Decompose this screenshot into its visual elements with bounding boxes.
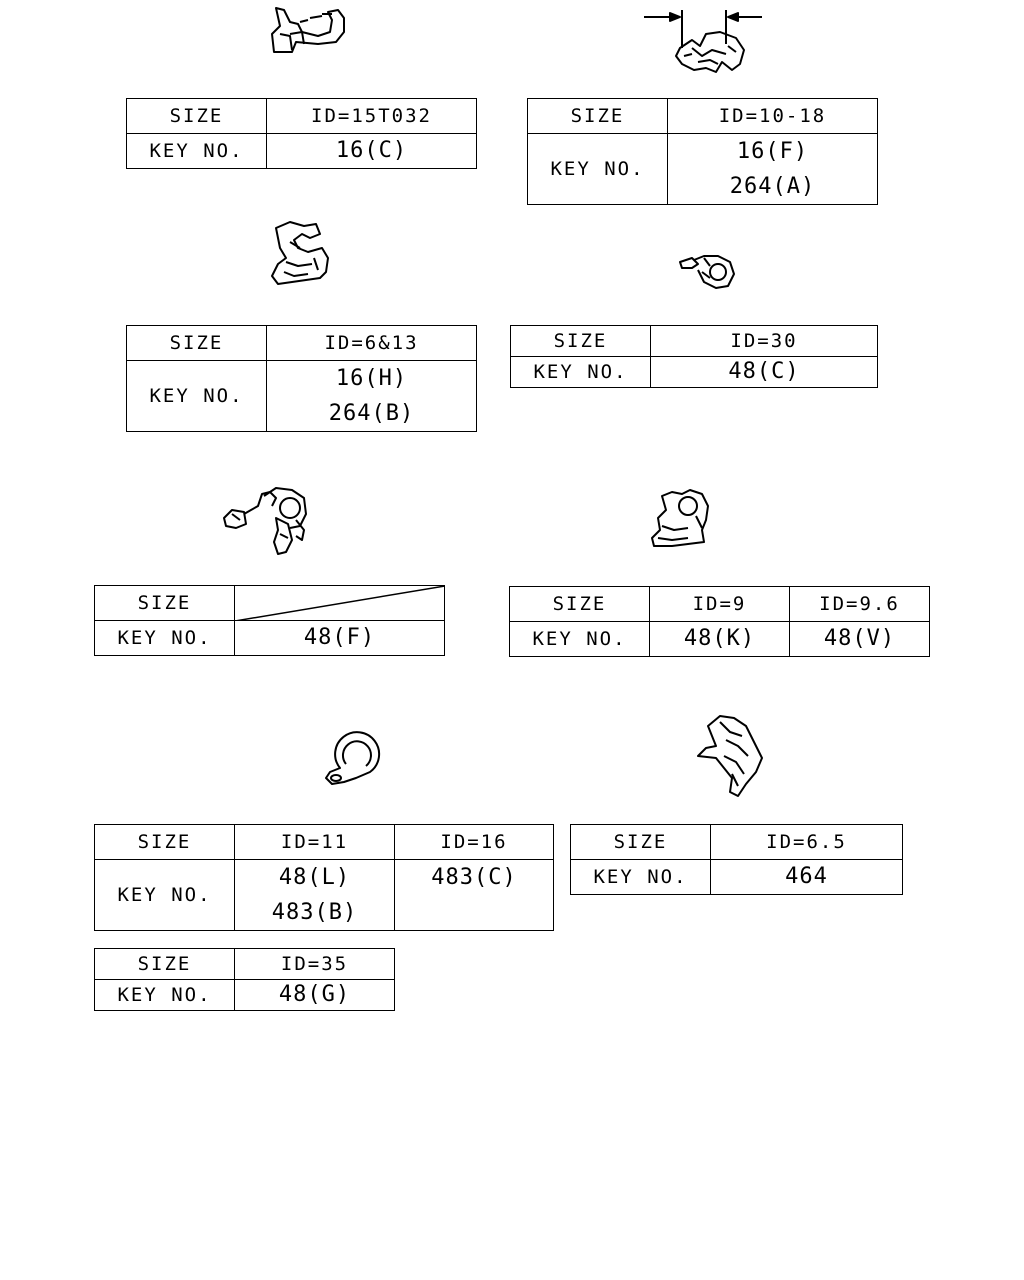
key-no-value: 48(F) xyxy=(235,621,445,656)
size-value: ID=9.6 xyxy=(790,587,930,622)
key-no-value: 48(C) xyxy=(651,357,878,388)
size-label: SIZE xyxy=(95,825,235,860)
key-no-label: KEY NO. xyxy=(528,134,668,205)
clip-8-illustration xyxy=(690,712,770,802)
size-label: SIZE xyxy=(127,99,267,134)
key-no-line: 483(C) xyxy=(431,865,517,890)
key-no-value: 464 xyxy=(711,860,903,895)
key-no-value: 48(G) xyxy=(235,980,395,1011)
diagonal-strike xyxy=(235,586,445,621)
clip-7-illustration xyxy=(320,724,386,788)
key-no-line: 264(B) xyxy=(328,401,415,426)
clip-6-illustration xyxy=(644,486,724,552)
clip-2-illustration xyxy=(640,4,770,80)
clip-1-illustration xyxy=(262,4,362,64)
size-label: SIZE xyxy=(511,326,651,357)
clip-table-7 xyxy=(94,824,554,931)
size-value-empty xyxy=(235,586,445,621)
clip-4-illustration xyxy=(674,244,740,294)
size-value: ID=30 xyxy=(651,326,878,357)
key-no-line: 16(H) xyxy=(335,366,408,391)
key-no-value xyxy=(395,860,554,931)
key-no-value xyxy=(235,860,395,931)
key-no-value xyxy=(668,134,878,205)
size-label: SIZE xyxy=(571,825,711,860)
size-value: ID=35 xyxy=(235,949,395,980)
clip-table-1 xyxy=(126,98,477,169)
clip-table-2 xyxy=(527,98,878,205)
size-value: ID=11 xyxy=(235,825,395,860)
size-value: ID=6.5 xyxy=(711,825,903,860)
key-no-value: 16(C) xyxy=(267,134,477,169)
key-no-label: KEY NO. xyxy=(95,621,235,656)
size-value: ID=16 xyxy=(395,825,554,860)
key-no-label: KEY NO. xyxy=(95,980,235,1011)
clip-table-6 xyxy=(509,586,930,657)
key-no-value: 48(V) xyxy=(790,622,930,657)
key-no-value xyxy=(267,361,477,432)
key-no-label: KEY NO. xyxy=(571,860,711,895)
key-no-label: KEY NO. xyxy=(510,622,650,657)
size-label: SIZE xyxy=(127,326,267,361)
key-no-line: 48(L) xyxy=(278,865,351,890)
clip-table-9 xyxy=(94,948,395,1011)
size-label: SIZE xyxy=(528,99,668,134)
clip-table-3 xyxy=(126,325,477,432)
size-value: ID=6&13 xyxy=(267,326,477,361)
clip-table-8 xyxy=(570,824,903,895)
key-no-label: KEY NO. xyxy=(95,860,235,931)
size-value: ID=10-18 xyxy=(668,99,878,134)
key-no-line: 16(F) xyxy=(736,139,809,164)
clip-5-illustration xyxy=(218,484,322,560)
clip-table-5 xyxy=(94,585,445,656)
clip-table-4 xyxy=(510,325,878,388)
key-no-value: 48(K) xyxy=(650,622,790,657)
size-value: ID=9 xyxy=(650,587,790,622)
size-label: SIZE xyxy=(95,586,235,621)
key-no-label: KEY NO. xyxy=(127,361,267,432)
size-label: SIZE xyxy=(510,587,650,622)
key-no-line: 483(B) xyxy=(271,900,358,925)
key-no-label: KEY NO. xyxy=(511,357,651,388)
key-no-line: 264(A) xyxy=(729,174,816,199)
size-label: SIZE xyxy=(95,949,235,980)
size-value: ID=15T032 xyxy=(267,99,477,134)
clip-3-illustration xyxy=(264,218,344,290)
key-no-label: KEY NO. xyxy=(127,134,267,169)
